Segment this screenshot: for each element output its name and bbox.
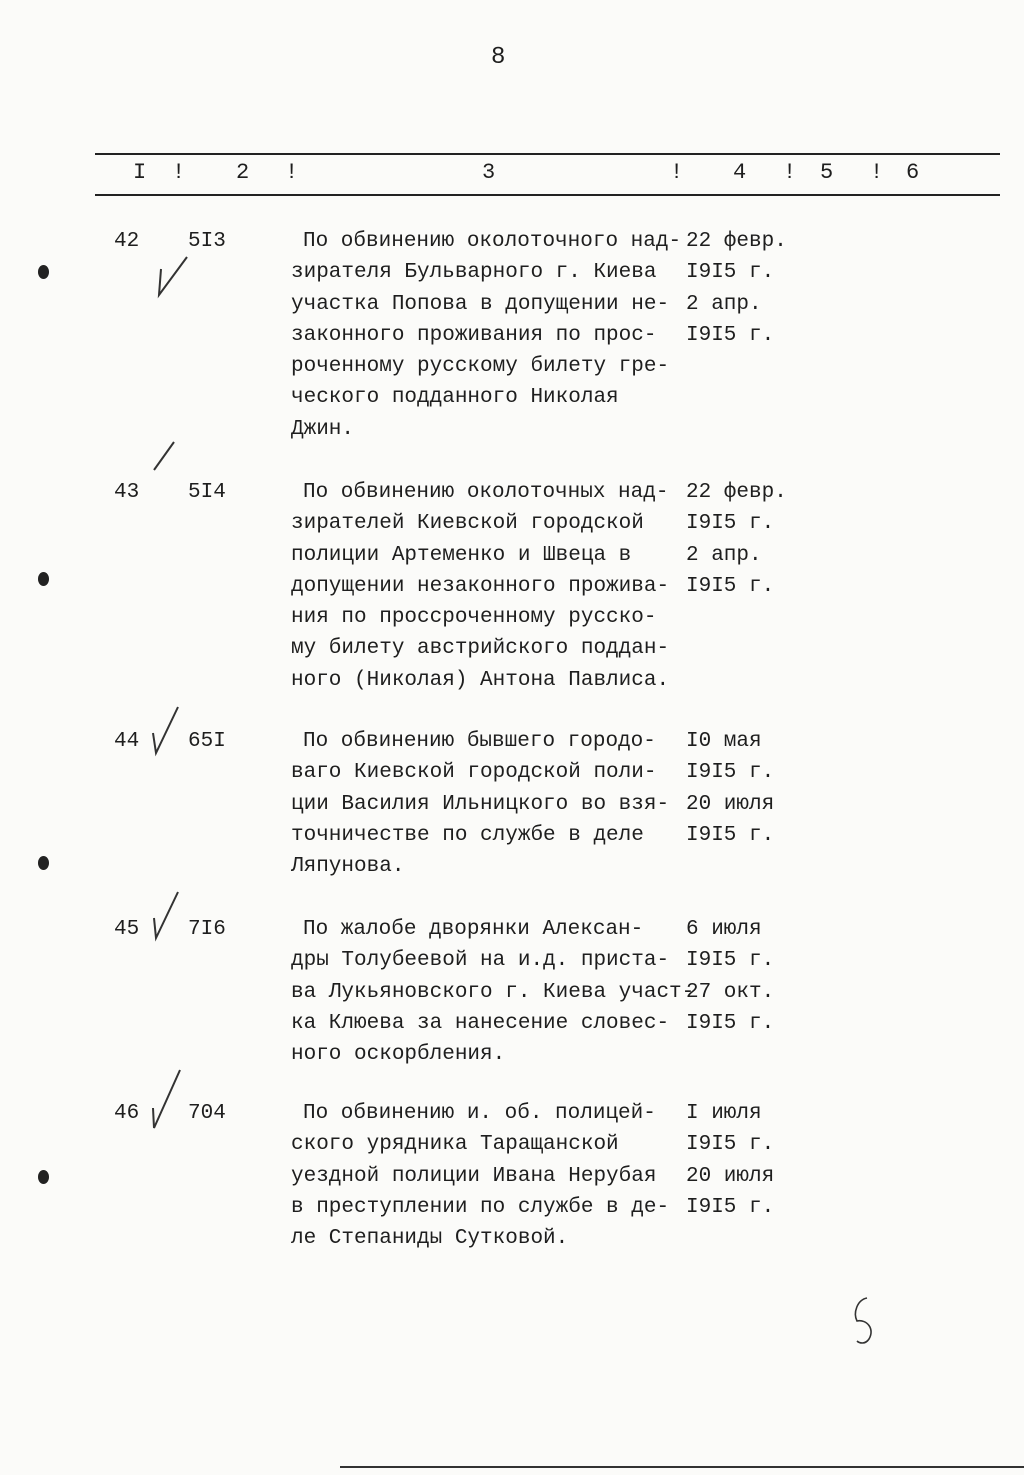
case-dates [686,226,787,351]
description-line: участка Попова в допущении не- [291,292,670,316]
description-line: По обвинению околоточных над- [303,481,669,504]
entry-number: 44 [114,730,140,753]
description-line: ческого подданного Николая [291,386,619,410]
description-line: Ляпунова. [291,855,405,879]
date-line: 2 апр. [686,543,762,567]
case-description [291,1098,669,1254]
date-line: 6 июля [686,918,762,941]
check-mark-icon [150,705,185,755]
date-line: I9I5 г. [686,761,775,785]
check-mark-icon [155,255,195,300]
header-col-2: 2 [236,160,250,185]
header-separator: ! [172,160,186,185]
date-line: I июля [686,1102,762,1125]
handwritten-note [845,1295,885,1350]
date-line: I9I5 г. [686,1195,775,1219]
date-line: I9I5 г. [686,512,775,536]
check-mark-icon [148,1068,188,1133]
date-line: I9I5 г. [686,823,775,847]
date-line: I9I5 г. [686,323,775,347]
inventory-number: 704 [188,1102,226,1125]
description-line: ле Степаниды Сутковой. [291,1227,569,1251]
date-line: 20 июля [686,1164,775,1188]
header-col-5: 5 [820,160,834,185]
case-dates [686,1098,774,1223]
header-separator: ! [870,160,884,185]
description-line: ваго Киевской городской поли- [291,761,657,785]
case-description [291,477,669,696]
header-col-4: 4 [733,160,747,185]
description-line: роченному русскому билету гре- [291,355,670,379]
date-line: 20 июля [686,792,775,816]
inventory-number: 5I4 [188,481,226,504]
description-line: точничестве по службе в деле [291,823,644,847]
inventory-number: 5I3 [188,230,226,253]
date-line: 2 апр. [686,292,762,316]
header-separator: ! [783,160,797,185]
description-line: ка Клюева за нанесение словес- [291,1011,670,1035]
case-description [291,226,681,445]
date-line: I0 мая [686,730,762,753]
description-line: ского урядника Таращанской [291,1133,619,1157]
description-line: зирателя Бульварного г. Киева [291,261,657,285]
case-description [291,914,694,1070]
description-line: зирателей Киевской городской [291,512,644,536]
inventory-number: 65I [188,730,226,753]
date-line: I9I5 г. [686,1011,775,1035]
header-bottom-rule [95,194,1000,196]
punch-hole [38,1170,49,1184]
header-separator: ! [285,160,299,185]
description-line: ного (Николая) Антона Павлиса. [291,668,670,692]
date-line: I9I5 г. [686,574,775,598]
description-line: ния по проссроченному русско- [291,606,657,630]
entry-number: 45 [114,918,140,941]
check-mark-icon [150,890,185,945]
header-col-6: 6 [906,160,920,185]
punch-hole [38,572,49,586]
case-dates [686,726,774,851]
description-line: ва Лукьяновского г. Киева участ- [291,980,695,1004]
header-col-1: I [133,160,147,185]
entry-number: 42 [114,230,140,253]
header-separator: ! [670,160,684,185]
description-line: По обвинению бывшего городо- [303,730,656,753]
description-line: ного оскорбления. [291,1043,506,1067]
description-line: уездной полиции Ивана Нерубая [291,1164,657,1188]
description-line: му билету австрийского поддан- [291,637,670,661]
page-number: 8 [491,44,506,71]
description-line: По обвинению околоточного над- [303,230,682,253]
date-line: I9I5 г. [686,949,775,973]
punch-hole [38,265,49,279]
description-line: По обвинению и. об. полицей- [303,1102,656,1125]
description-line: допущении незаконного прожива- [291,574,670,598]
case-description [291,726,669,882]
date-line: I9I5 г. [686,1133,775,1157]
entry-number: 46 [114,1102,140,1125]
description-line: Джин. [291,417,355,441]
case-dates [686,477,787,602]
date-line: I9I5 г. [686,261,775,285]
case-dates [686,914,774,1039]
header-top-rule [95,153,1000,155]
check-mark-icon [152,440,182,475]
description-line: дры Толубеевой на и.д. приста- [291,949,670,973]
punch-hole [38,856,49,870]
description-line: По жалобе дворянки Алексан- [303,918,644,941]
date-line: 22 февр. [686,481,787,504]
entry-number: 43 [114,481,140,504]
date-line: 27 окт. [686,980,775,1004]
bottom-edge-line [340,1466,1024,1468]
header-col-3: 3 [482,160,496,185]
description-line: полиции Артеменко и Швеца в [291,543,632,567]
inventory-number: 7I6 [188,918,226,941]
description-line: в преступлении по службе в де- [291,1195,670,1219]
date-line: 22 февр. [686,230,787,253]
description-line: ции Василия Ильницкого во взя- [291,792,670,816]
description-line: законного проживания по прос- [291,323,657,347]
